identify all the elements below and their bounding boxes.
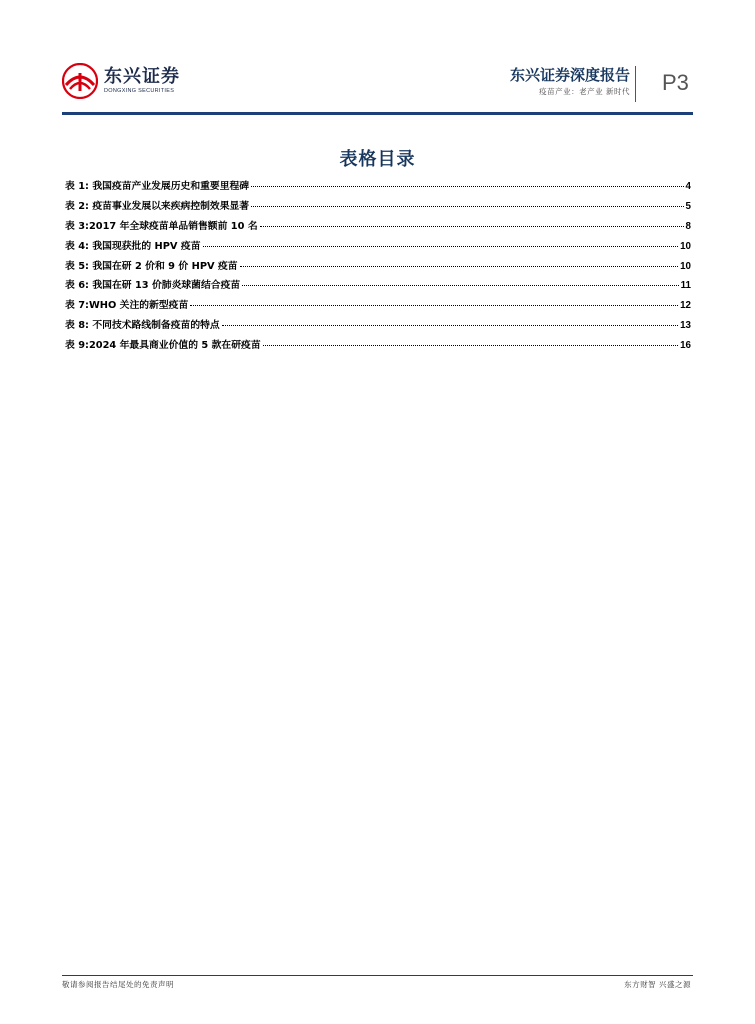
toc-entry-label: 表 8: 不同技术路线制备疫苗的特点: [65, 320, 220, 332]
toc-entry-page: 5: [685, 200, 691, 212]
header-rule: [62, 112, 693, 115]
report-header: [510, 66, 630, 97]
toc-leader-dots: [251, 186, 683, 187]
toc-leader-dots: [240, 266, 679, 267]
footer-slogan: 东方财智 兴盛之源: [624, 980, 691, 989]
toc-entry-label: 表 7:WHO 关注的新型疫苗: [65, 300, 189, 312]
toc-entry-page: 10: [680, 240, 691, 252]
toc-entry-page: 12: [680, 300, 691, 312]
toc-entry-page: 10: [680, 260, 691, 272]
footer-disclaimer: 敬请参阅报告结尾处的免责声明: [62, 980, 174, 989]
toc-leader-dots: [260, 226, 684, 227]
toc-entry-label: 表 5: 我国在研 2 价和 9 价 HPV 疫苗: [65, 260, 238, 272]
toc-leader-dots: [190, 305, 678, 306]
toc-leader-dots: [203, 246, 679, 247]
toc-entry[interactable]: [65, 277, 691, 297]
page-number: P3: [662, 70, 689, 95]
header-divider: [635, 66, 636, 102]
toc-entry-page: 4: [685, 181, 691, 192]
table-of-contents: [65, 178, 691, 357]
company-logo: [62, 63, 180, 99]
toc-entry[interactable]: [65, 238, 691, 258]
toc-entry[interactable]: [65, 337, 691, 357]
toc-entry[interactable]: [65, 218, 691, 238]
toc-entry[interactable]: [65, 317, 691, 337]
toc-title: 表格目录: [339, 149, 416, 170]
report-title: 东兴证券深度报告: [509, 66, 630, 84]
toc-entry-page: 11: [680, 280, 691, 292]
toc-entry[interactable]: [65, 198, 691, 218]
dongxing-logo-icon: [62, 63, 98, 99]
toc-leader-dots: [222, 325, 678, 326]
logo-name-cn: 东兴证券: [104, 66, 180, 87]
toc-entry-label: 表 4: 我国现获批的 HPV 疫苗: [65, 240, 201, 252]
toc-entry[interactable]: [65, 178, 691, 198]
toc-leader-dots: [251, 206, 683, 207]
logo-name-en: DONGXING SECURITIES: [104, 88, 175, 94]
toc-leader-dots: [242, 285, 678, 286]
toc-entry-label: 表 1: 我国疫苗产业发展历史和重要里程碑: [65, 181, 250, 192]
report-subtitle: 疫苗产业：老产业 新时代: [539, 87, 630, 96]
toc-entry-page: 16: [680, 340, 691, 352]
toc-entry-page: 13: [680, 320, 691, 332]
toc-entry[interactable]: [65, 258, 691, 278]
toc-entry[interactable]: [65, 297, 691, 317]
toc-entry-page: 8: [685, 220, 691, 232]
toc-entry-label: 表 3:2017 年全球疫苗单品销售额前 10 名: [65, 220, 258, 232]
toc-leader-dots: [263, 345, 678, 346]
toc-entry-label: 表 6: 我国在研 13 价肺炎球菌结合疫苗: [65, 280, 241, 292]
footer-rule: [62, 975, 693, 976]
toc-entry-label: 表 9:2024 年最具商业价值的 5 款在研疫苗: [65, 340, 261, 352]
toc-entry-label: 表 2: 疫苗事业发展以来疾病控制效果显著: [65, 200, 250, 212]
